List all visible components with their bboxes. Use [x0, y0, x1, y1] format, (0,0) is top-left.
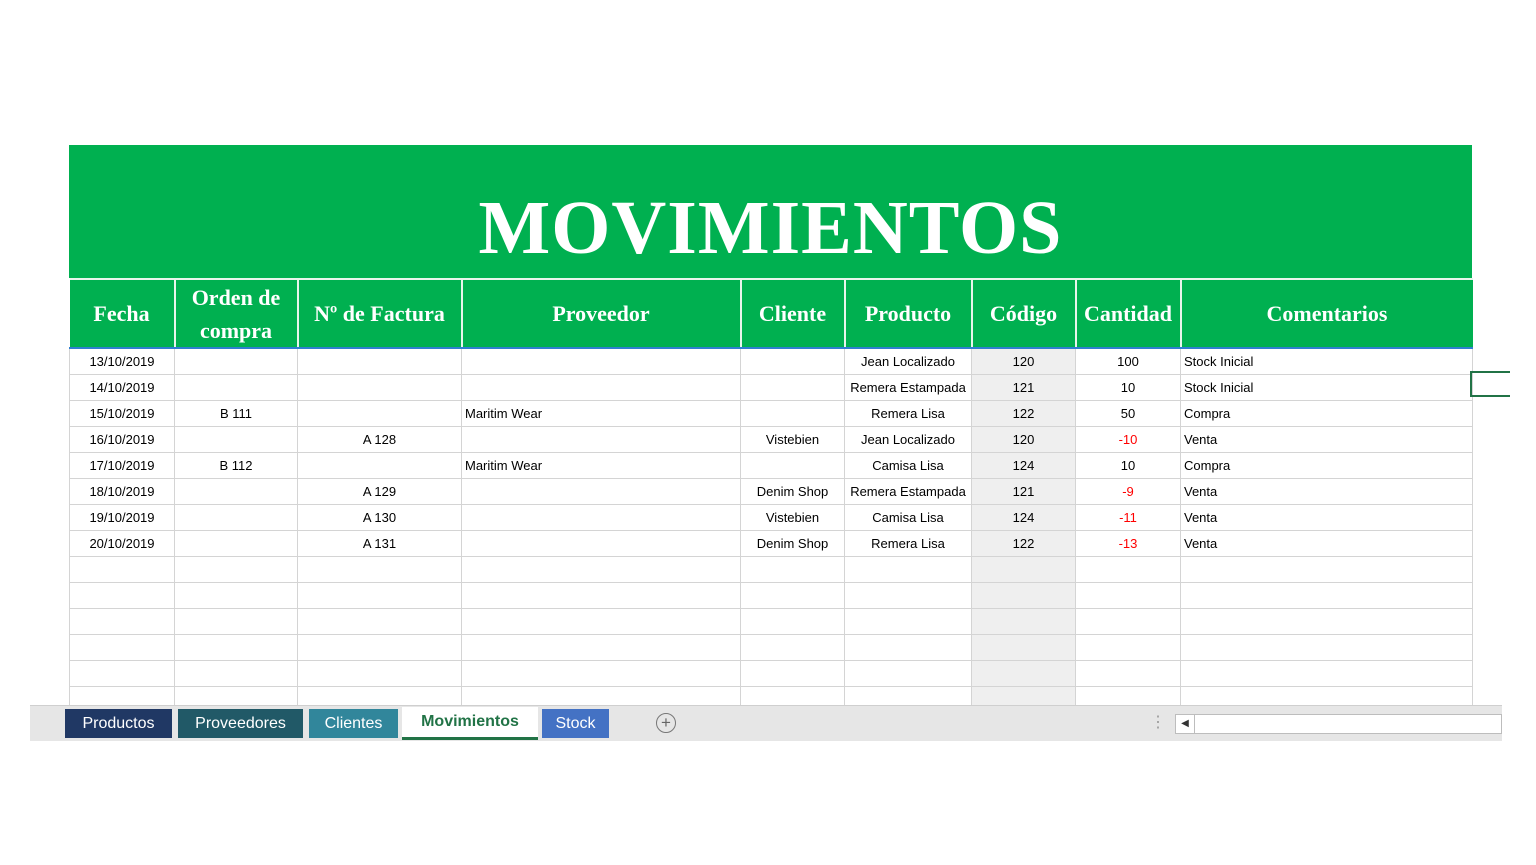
cell-orden[interactable] — [175, 427, 298, 453]
cell-comentarios[interactable]: Venta — [1181, 531, 1473, 557]
cell-proveedor[interactable] — [462, 583, 741, 609]
column-header-fecha[interactable]: Fecha — [70, 279, 175, 348]
cell-producto[interactable]: Remera Estampada — [845, 479, 972, 505]
cell-cantidad[interactable]: 50 — [1076, 401, 1181, 427]
column-header-codigo[interactable]: Código — [972, 279, 1076, 348]
table-row — [70, 427, 1473, 453]
cell-orden[interactable] — [175, 505, 298, 531]
cell-proveedor[interactable] — [462, 505, 741, 531]
cell-proveedor[interactable]: Maritim Wear — [462, 401, 741, 427]
cell-cliente[interactable] — [741, 583, 845, 609]
cell-factura[interactable] — [298, 635, 462, 661]
cell-producto[interactable]: Camisa Lisa — [845, 453, 972, 479]
cell-proveedor[interactable] — [462, 635, 741, 661]
cell-proveedor[interactable] — [462, 479, 741, 505]
cell-proveedor[interactable] — [462, 375, 741, 401]
cell-cliente[interactable] — [741, 635, 845, 661]
table-row — [70, 453, 1473, 479]
cell-fecha[interactable]: 13/10/2019 — [70, 348, 175, 375]
cell-cantidad[interactable]: 10 — [1076, 375, 1181, 401]
cell-factura[interactable] — [298, 453, 462, 479]
cell-codigo[interactable]: 122 — [972, 401, 1076, 427]
cell-cantidad[interactable]: 10 — [1076, 453, 1181, 479]
sheet-tab-stock[interactable]: Stock — [542, 709, 609, 738]
column-header-orden-de-compra[interactable]: Orden de compra — [175, 279, 298, 348]
cell-producto[interactable] — [845, 661, 972, 687]
cell-producto[interactable]: Jean Localizado — [845, 427, 972, 453]
column-header-comentarios[interactable]: Comentarios — [1181, 279, 1473, 348]
cell-cliente[interactable]: Denim Shop — [741, 531, 845, 557]
cell-fecha[interactable]: 14/10/2019 — [70, 375, 175, 401]
table-row — [70, 505, 1473, 531]
cell-fecha[interactable] — [70, 583, 175, 609]
column-header-proveedor[interactable]: Proveedor — [462, 279, 741, 348]
cell-producto[interactable] — [845, 635, 972, 661]
sheet-tab-productos[interactable]: Productos — [65, 709, 172, 738]
cell-fecha[interactable]: 18/10/2019 — [70, 479, 175, 505]
cell-codigo[interactable] — [972, 557, 1076, 583]
cell-proveedor[interactable]: Maritim Wear — [462, 453, 741, 479]
cell-cliente[interactable]: Vistebien — [741, 427, 845, 453]
cell-fecha[interactable]: 15/10/2019 — [70, 401, 175, 427]
cell-orden[interactable] — [175, 531, 298, 557]
table-body — [70, 348, 1473, 713]
cell-codigo[interactable]: 120 — [972, 427, 1076, 453]
cell-producto[interactable]: Remera Estampada — [845, 375, 972, 401]
cell-factura[interactable] — [298, 401, 462, 427]
cell-comentarios[interactable] — [1181, 557, 1473, 583]
cell-comentarios[interactable] — [1181, 635, 1473, 661]
tab-splitter-handle[interactable]: ⋮ — [1150, 714, 1166, 731]
cell-factura[interactable] — [298, 609, 462, 635]
cell-fecha[interactable]: 19/10/2019 — [70, 505, 175, 531]
cell-orden[interactable]: B 111 — [175, 401, 298, 427]
cell-fecha[interactable] — [70, 635, 175, 661]
sheet-tab-proveedores[interactable]: Proveedores — [178, 709, 303, 738]
cell-codigo[interactable] — [972, 583, 1076, 609]
cell-factura[interactable] — [298, 557, 462, 583]
cell-cliente[interactable]: Denim Shop — [741, 479, 845, 505]
table-row — [70, 557, 1473, 583]
cell-fecha[interactable]: 16/10/2019 — [70, 427, 175, 453]
scroll-left-arrow-icon[interactable]: ◀ — [1176, 715, 1195, 733]
cell-factura[interactable] — [298, 348, 462, 375]
cell-cantidad[interactable] — [1076, 609, 1181, 635]
cell-comentarios[interactable]: Stock Inicial — [1181, 348, 1473, 375]
cell-codigo[interactable] — [972, 609, 1076, 635]
cell-proveedor[interactable] — [462, 427, 741, 453]
table-row — [70, 583, 1473, 609]
cell-codigo[interactable]: 120 — [972, 348, 1076, 375]
movements-table — [69, 278, 1473, 713]
cell-factura[interactable]: A 129 — [298, 479, 462, 505]
cell-producto[interactable]: Jean Localizado — [845, 348, 972, 375]
cell-factura[interactable] — [298, 583, 462, 609]
cell-proveedor[interactable] — [462, 661, 741, 687]
cell-codigo[interactable]: 124 — [972, 453, 1076, 479]
cell-cliente[interactable] — [741, 453, 845, 479]
cell-fecha[interactable]: 17/10/2019 — [70, 453, 175, 479]
cell-factura[interactable] — [298, 375, 462, 401]
cell-comentarios[interactable]: Compra — [1181, 401, 1473, 427]
cell-comentarios[interactable] — [1181, 583, 1473, 609]
cell-cliente[interactable]: Vistebien — [741, 505, 845, 531]
cell-comentarios[interactable] — [1181, 609, 1473, 635]
spreadsheet — [69, 145, 1472, 713]
cell-cantidad[interactable]: -11 — [1076, 505, 1181, 531]
cell-comentarios[interactable]: Stock Inicial — [1181, 375, 1473, 401]
sheet-tab-bar — [30, 705, 1502, 741]
cell-fecha[interactable] — [70, 661, 175, 687]
cell-producto[interactable]: Remera Lisa — [845, 401, 972, 427]
sheet-tab-movimientos[interactable]: Movimientos — [402, 707, 538, 740]
cell-producto[interactable] — [845, 583, 972, 609]
cell-codigo[interactable]: 121 — [972, 479, 1076, 505]
cell-orden[interactable] — [175, 348, 298, 375]
cell-cantidad[interactable]: -10 — [1076, 427, 1181, 453]
sheet-title: MOVIMIENTOS — [69, 145, 1472, 278]
cell-proveedor[interactable] — [462, 557, 741, 583]
cell-codigo[interactable] — [972, 661, 1076, 687]
cell-fecha[interactable] — [70, 557, 175, 583]
cell-orden[interactable] — [175, 661, 298, 687]
cell-codigo[interactable] — [972, 635, 1076, 661]
column-header-producto[interactable]: Producto — [845, 279, 972, 348]
cell-proveedor[interactable] — [462, 348, 741, 375]
cell-fecha[interactable] — [70, 609, 175, 635]
cell-codigo[interactable]: 124 — [972, 505, 1076, 531]
cell-cantidad[interactable]: -9 — [1076, 479, 1181, 505]
horizontal-scrollbar[interactable] — [1175, 714, 1502, 734]
cell-comentarios[interactable]: Venta — [1181, 505, 1473, 531]
table-row — [70, 635, 1473, 661]
cell-cantidad[interactable] — [1076, 583, 1181, 609]
cell-cliente[interactable] — [741, 375, 845, 401]
cell-cliente[interactable] — [741, 401, 845, 427]
cell-producto[interactable] — [845, 557, 972, 583]
cell-cantidad[interactable] — [1076, 557, 1181, 583]
cell-comentarios[interactable]: Venta — [1181, 479, 1473, 505]
column-header-cantidad[interactable]: Cantidad — [1076, 279, 1181, 348]
cell-factura[interactable]: A 128 — [298, 427, 462, 453]
cell-orden[interactable] — [175, 557, 298, 583]
cell-orden[interactable] — [175, 583, 298, 609]
cell-orden[interactable] — [175, 479, 298, 505]
selected-cell-indicator — [1470, 371, 1510, 397]
table-row — [70, 479, 1473, 505]
cell-proveedor[interactable] — [462, 531, 741, 557]
cell-producto[interactable]: Remera Lisa — [845, 531, 972, 557]
sheet-tab-clientes[interactable]: Clientes — [309, 709, 398, 738]
table-row — [70, 609, 1473, 635]
header-row — [70, 279, 1473, 348]
cell-cantidad[interactable]: -13 — [1076, 531, 1181, 557]
table-row — [70, 375, 1473, 401]
table-row — [70, 531, 1473, 557]
cell-orden[interactable] — [175, 635, 298, 661]
cell-cantidad[interactable] — [1076, 635, 1181, 661]
cell-comentarios[interactable]: Compra — [1181, 453, 1473, 479]
cell-producto[interactable]: Camisa Lisa — [845, 505, 972, 531]
cell-factura[interactable]: A 130 — [298, 505, 462, 531]
cell-cliente[interactable] — [741, 609, 845, 635]
plus-circle-icon[interactable]: + — [656, 713, 676, 733]
cell-orden[interactable]: B 112 — [175, 453, 298, 479]
cell-cliente[interactable] — [741, 661, 845, 687]
cell-factura[interactable] — [298, 661, 462, 687]
cell-comentarios[interactable]: Venta — [1181, 427, 1473, 453]
cell-factura[interactable]: A 131 — [298, 531, 462, 557]
cell-cliente[interactable] — [741, 557, 845, 583]
cell-proveedor[interactable] — [462, 609, 741, 635]
cell-orden[interactable] — [175, 375, 298, 401]
table-row — [70, 401, 1473, 427]
cell-codigo[interactable]: 121 — [972, 375, 1076, 401]
column-header-cliente[interactable]: Cliente — [741, 279, 845, 348]
table-row — [70, 661, 1473, 687]
cell-comentarios[interactable] — [1181, 661, 1473, 687]
cell-orden[interactable] — [175, 609, 298, 635]
cell-cantidad[interactable]: 100 — [1076, 348, 1181, 375]
table-row — [70, 348, 1473, 375]
cell-cantidad[interactable] — [1076, 661, 1181, 687]
cell-fecha[interactable]: 20/10/2019 — [70, 531, 175, 557]
cell-cliente[interactable] — [741, 348, 845, 375]
column-header-factura[interactable]: Nº de Factura — [298, 279, 462, 348]
cell-codigo[interactable]: 122 — [972, 531, 1076, 557]
cell-producto[interactable] — [845, 609, 972, 635]
